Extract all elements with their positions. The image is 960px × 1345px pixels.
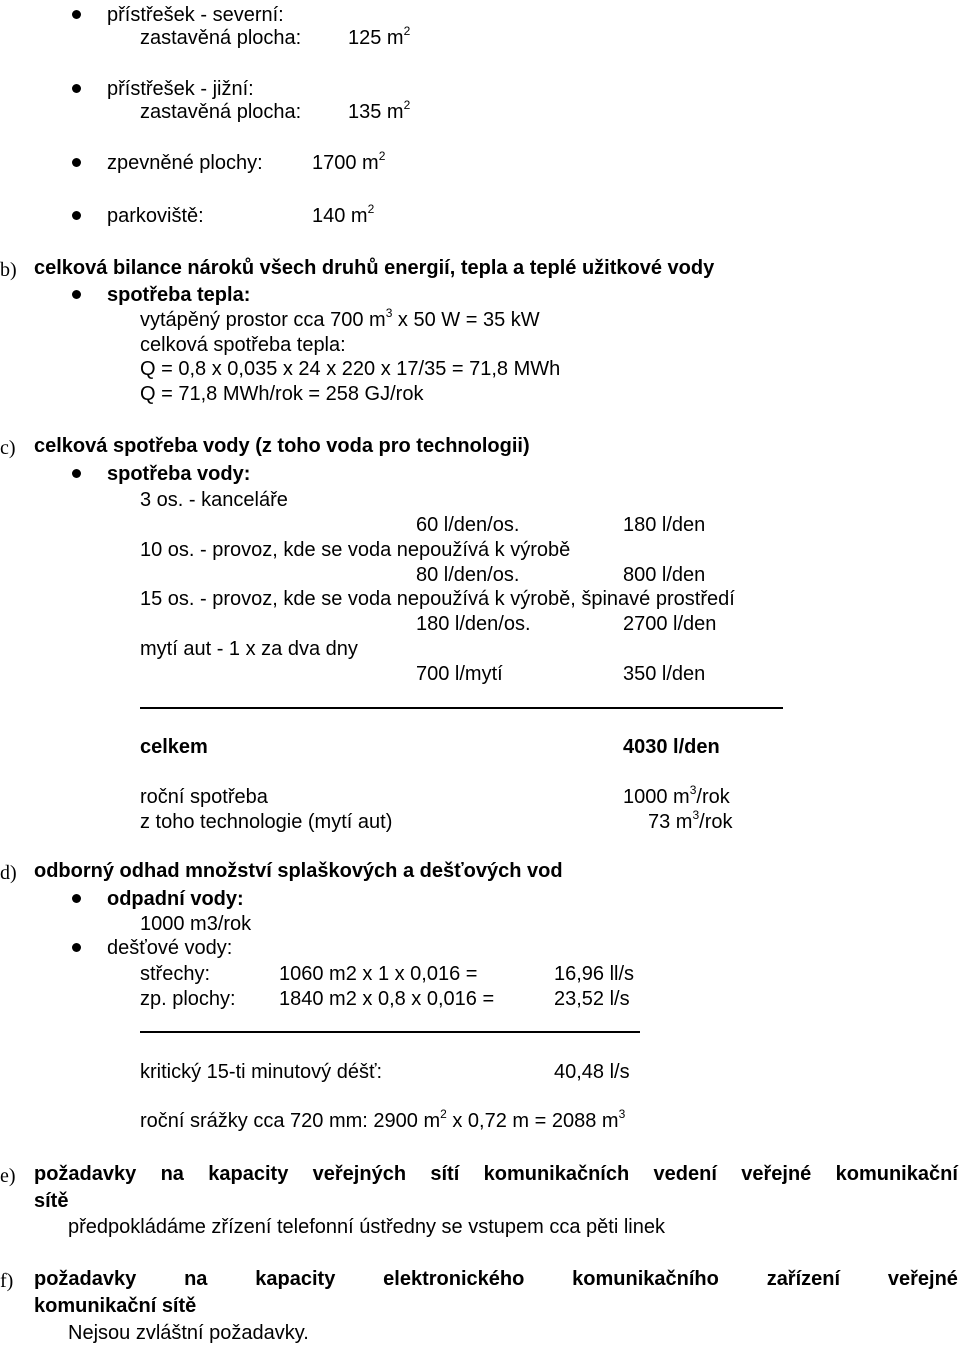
shelter-south-area-value: 135 $m^2$: [348, 98, 411, 123]
annual-rainfall: roční srážky cca 720 mm: 2900 $m^2$ x 0,72 m = 2088 $m^3$: [140, 1107, 626, 1132]
paved-areas-label: zp. plochy:: [140, 988, 236, 1010]
section-c-letter: c): [0, 437, 16, 459]
roofs-label: střechy:: [140, 963, 211, 985]
water-row-total: 180 l/den: [623, 514, 706, 536]
roofs-value: 16,96 ll/s: [554, 963, 635, 985]
waste-water-value: 1000 m3/rok: [140, 913, 252, 935]
water-row-rate: 180 l/den/os.: [416, 613, 531, 635]
section-e-text: předpokládáme zřízení telefonní ústředny se vstupem cca pěti linek: [68, 1216, 665, 1238]
heat-consumption-label: celková spotřeba tepla:: [140, 334, 346, 356]
section-e-letter: e): [0, 1165, 16, 1187]
section-b-letter: b): [0, 259, 17, 281]
rain-sum-divider: [140, 1031, 640, 1033]
heat-formula-1: Q = 0,8 x 0,035 x 24 x 220 x 17/35 = 71,8 MWh: [140, 358, 561, 380]
shelter-north-area-label: zastavěná plocha:: [140, 27, 302, 49]
section-d-heading: odborný odhad množství splaškových a dešťových vod: [34, 860, 563, 882]
water-row-rate: 80 l/den/os.: [416, 564, 520, 586]
section-f-letter: f): [0, 1270, 14, 1292]
section-f-heading: požadavky na kapacity elektronického komunikačního zařízení veřejné: [34, 1268, 958, 1290]
bullet-icon: [72, 10, 81, 19]
shelter-north-area-value: 125 $m^2$: [348, 24, 411, 49]
bullet-icon: [72, 894, 81, 903]
water-row-desc: mytí aut - 1 x za dva dny: [140, 638, 358, 660]
waste-water-bullet: odpadní vody:: [107, 888, 244, 910]
parking-label: parkoviště:: [107, 205, 204, 227]
section-e-heading-cont: sítě: [34, 1190, 69, 1212]
paved-value: 1700 $m^2$: [312, 149, 386, 174]
paved-areas-value: 23,52 l/s: [554, 988, 630, 1010]
water-row-total: 350 l/den: [623, 663, 706, 685]
paved-label: zpevněné plochy:: [107, 152, 263, 174]
paved-areas-calc: 1840 m2 x 0,8 x 0,016 =: [279, 988, 495, 1010]
shelter-south-title: přístřešek - jižní:: [107, 78, 254, 100]
bullet-icon: [72, 158, 81, 167]
sum-divider: [140, 707, 783, 709]
water-row-desc: 10 os. - provoz, kde se voda nepoužívá k výrobě: [140, 539, 571, 561]
total-value: 4030 l/den: [623, 736, 720, 758]
annual-consumption-label: roční spotřeba: [140, 786, 268, 808]
section-f-heading-cont: komunikační sítě: [34, 1295, 197, 1317]
bullet-icon: [72, 84, 81, 93]
water-row-total: 2700 l/den: [623, 613, 717, 635]
water-row-total: 800 l/den: [623, 564, 706, 586]
bullet-icon: [72, 211, 81, 220]
water-row-desc: 15 os. - provoz, kde se voda nepoužívá k výrobě, špinavé prostředí: [140, 588, 735, 610]
section-e-heading: požadavky na kapacity veřejných sítí komunikačních vedení veřejné komunikační: [34, 1163, 958, 1185]
water-row-desc: 3 os. - kanceláře: [140, 489, 288, 511]
bullet-icon: [72, 943, 81, 952]
critical-rain-label: kritický 15-ti minutový déšť:: [140, 1061, 383, 1083]
bullet-icon: [72, 469, 81, 478]
section-b-heading: celková bilance nároků všech druhů energií, tepla a teplé užitkové vody: [34, 257, 715, 279]
section-d-letter: d): [0, 862, 17, 884]
annual-consumption-value: 1000 $m^3$/rok: [623, 783, 730, 808]
section-f-text: Nejsou zvláštní požadavky.: [68, 1322, 309, 1344]
critical-rain-value: 40,48 l/s: [554, 1061, 630, 1083]
roofs-calc: 1060 m2 x 1 x 0,016 =: [279, 963, 478, 985]
bullet-icon: [72, 290, 81, 299]
shelter-south-area-label: zastavěná plocha:: [140, 101, 302, 123]
shelter-north-title: přístřešek - severní:: [107, 4, 284, 26]
technology-value: 73 $m^3$/rok: [648, 808, 733, 833]
water-row-rate: 700 l/mytí: [416, 663, 503, 685]
technology-label: z toho technologie (mytí aut): [140, 811, 393, 833]
parking-value: 140 $m^2$: [312, 202, 375, 227]
heat-formula-2: Q = 71,8 MWh/rok = 258 GJ/rok: [140, 383, 424, 405]
section-c-bullet: spotřeba vody:: [107, 463, 251, 485]
water-row-rate: 60 l/den/os.: [416, 514, 520, 536]
section-c-heading: celková spotřeba vody (z toho voda pro technologii): [34, 435, 530, 457]
rain-water-bullet: dešťové vody:: [107, 937, 233, 959]
section-b-bullet: spotřeba tepla:: [107, 284, 251, 306]
total-label: celkem: [140, 736, 208, 758]
heated-space-line: vytápěný prostor cca 700 $m^3$ x 50 W = 35 kW: [140, 306, 540, 331]
